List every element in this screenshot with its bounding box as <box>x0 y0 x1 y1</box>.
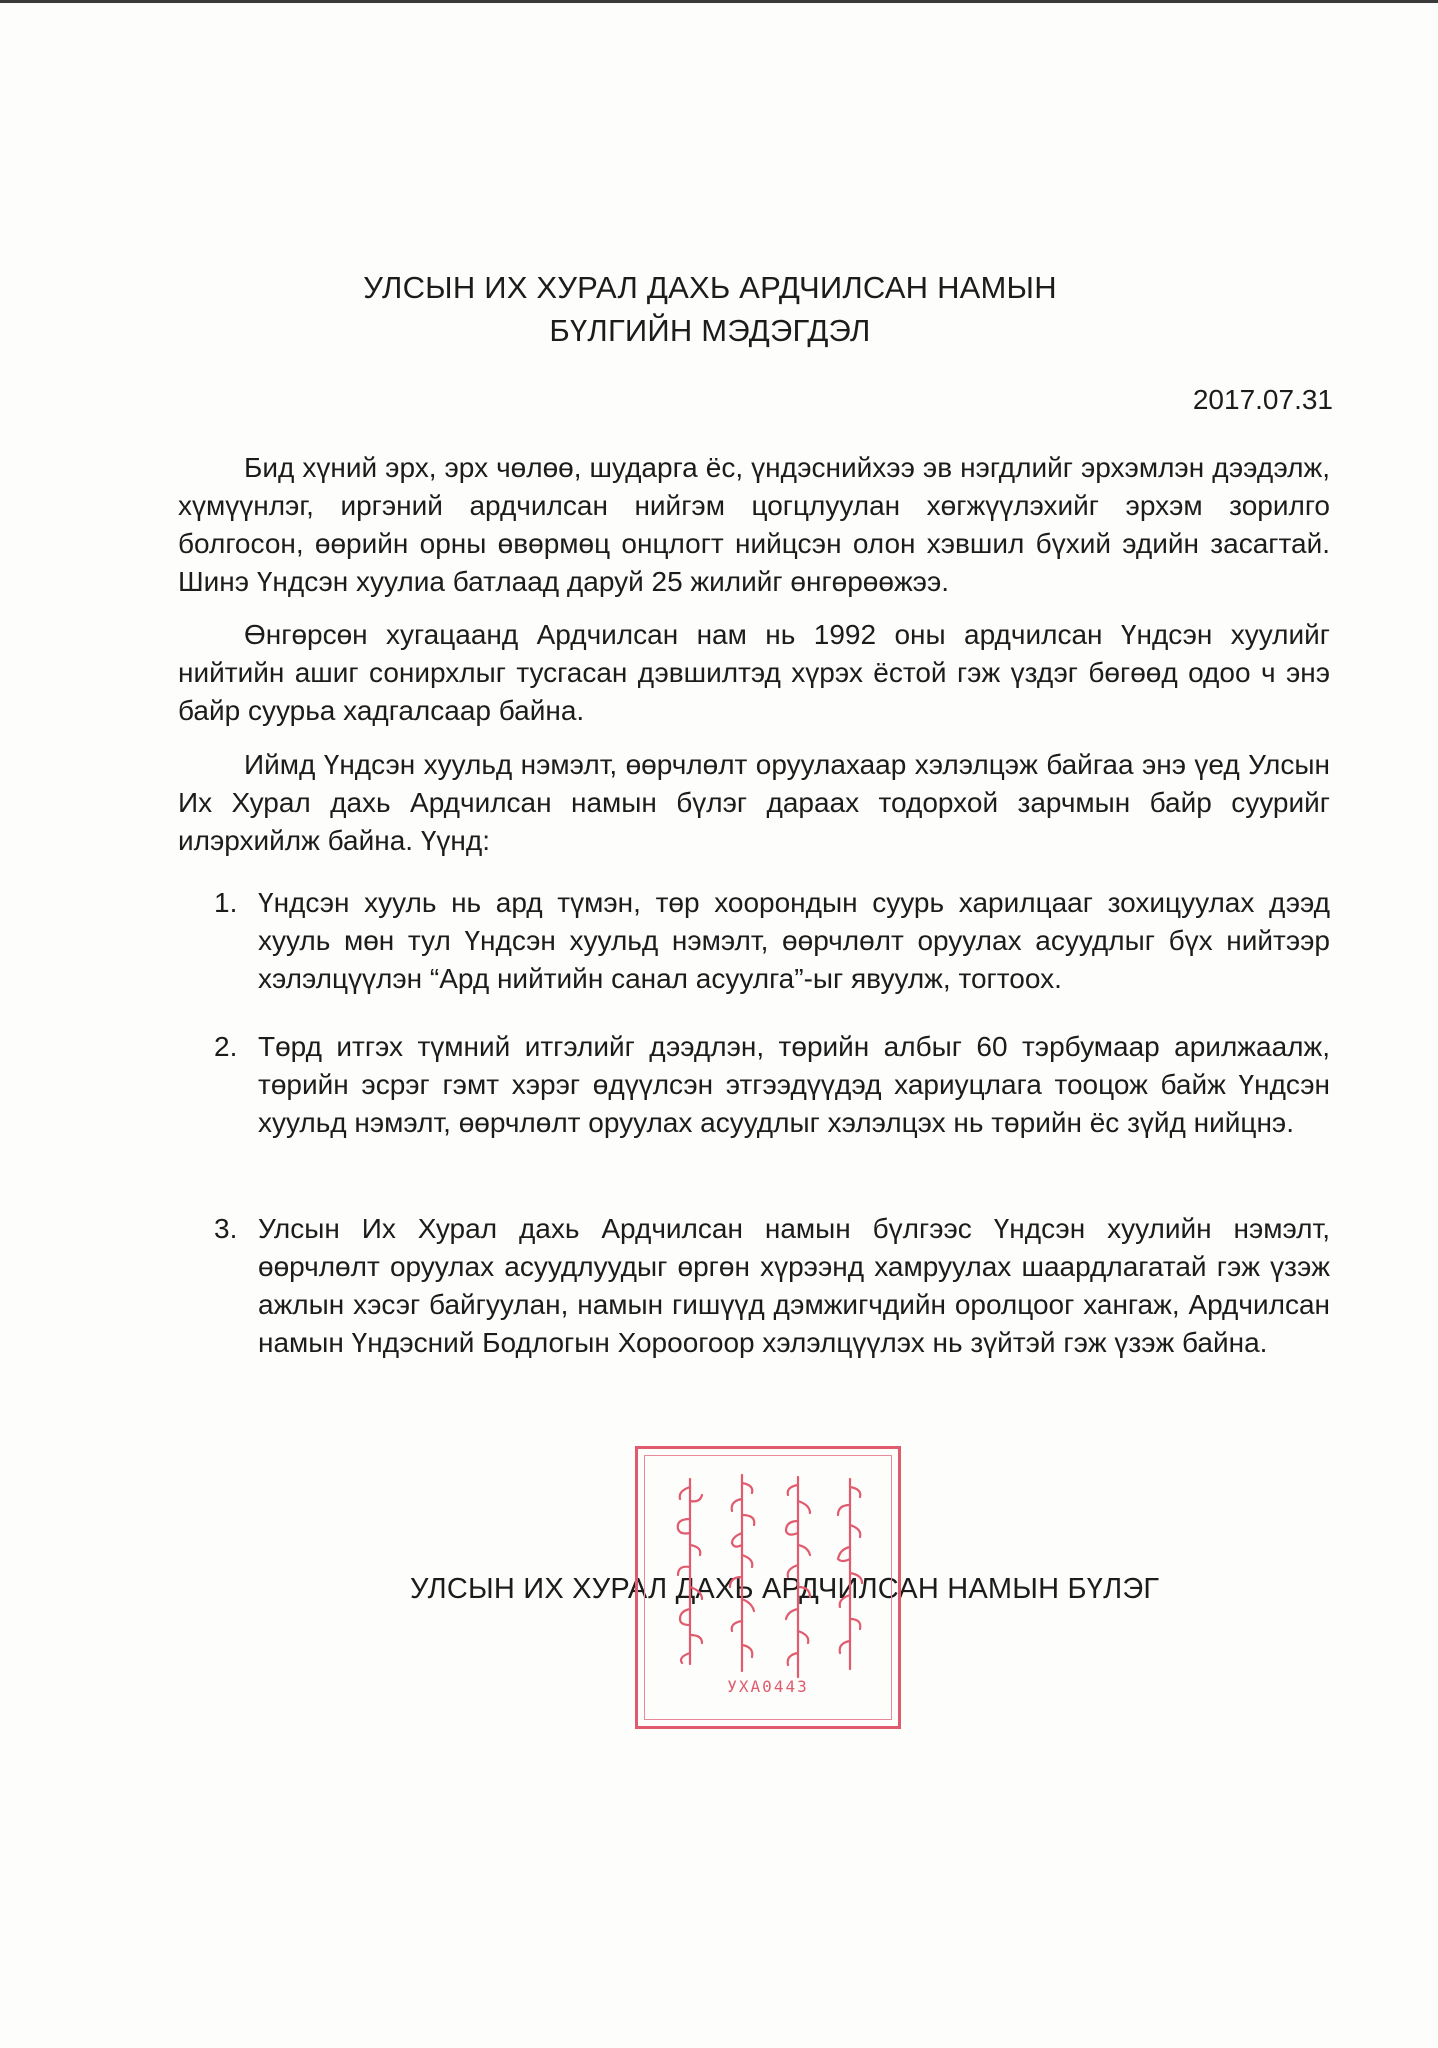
title-line-1: УЛСЫН ИХ ХУРАЛ ДАХЬ АРДЧИЛСАН НАМЫН <box>363 270 1057 305</box>
list-item-number: 3. <box>214 1213 238 1244</box>
signature-line: УЛСЫН ИХ ХУРАЛ ДАХЬ АРДЧИЛСАН НАМЫН БҮЛЭГ <box>410 1573 1160 1605</box>
list-item-text: Улсын Их Хурал дахь Ардчилсан намын бүлгээс Үндсэн хуулийн нэмэлт, өөрчлөлт оруулах асуудлуудыг өргөн хүрээнд хамруулах шаардлагатай гэж үзэж ажлын хэсэг байгуулан, намын гишүүд дэмжигчдийн оролцоог хангаж, Ардчилсан намын Үндэсний Бодлогын Хороогоор хэлэлцүүлэх нь зүйтэй гэж үзэж байна. <box>258 1213 1330 1358</box>
official-seal <box>635 1446 901 1729</box>
paragraph-3: Иймд Үндсэн хуульд нэмэлт, өөрчлөлт оруулахаар хэлэлцэж байгаа энэ үед Улсын Их Хурал дахь Ардчилсан намын бүлэг дараах тодорхой зарчмын байр суурийг илэрхийлж байна. Үүнд: <box>178 749 1330 856</box>
document-title <box>300 266 1120 352</box>
list-item-text: Төрд итгэх түмний итгэлийг дээдлэн, төрийн албыг 60 тэрбумаар арилжаалж, төрийн эсрэг гэмт хэрэг өдүүлсэн этгээдүүдэд хариуцлага тооцож байж Үндсэн хуульд нэмэлт, өөрчлөлт оруулах асуудлыг хэлэлцэх нь төрийн ёс зүйд нийцнэ. <box>258 1031 1330 1138</box>
document-date: 2017.07.31 <box>1192 384 1333 415</box>
list-item-text: Үндсэн хууль нь ард түмэн, төр хоорондын суурь харилцааг зохицуулах дээд хууль мөн тул Үндсэн хуульд нэмэлт, өөрчлөлт оруулах асуудлыг бүх нийтээр хэлэлцүүлэн “Ард нийтийн санал асуулга”-ыг явуулж, тогтоох. <box>258 887 1330 994</box>
paragraph-2: Өнгөрсөн хугацаанд Ардчилсан нам нь 1992 оны ардчилсан Үндсэн хуулийг нийтийн ашиг сонирхлыг тусгасан дэвшилтэд хүрэх ёстой гэж үздэг бөгөөд одоо ч энэ байр суурьа хадгалсаар байна. <box>178 619 1330 726</box>
list-item-number: 1. <box>214 887 238 918</box>
paragraph-1: Бид хүний эрх, эрх чөлөө, шударга ёс, үндэснийхээ эв нэгдлийг эрхэмлэн дээдэлж, хүмүүнлэг, иргэний ардчилсан нийгэм цогцлуулан хөгжүүлэхийг эрхэм зорилго болгосон, өөрийн орны өвөрмөц онцлогт нийцсэн олон хэвшил бүхий эдийн засагтай. Шинэ Үндсэн хуулиа батлаад даруй 25 жилийг өнгөрөөжээ. <box>178 452 1330 597</box>
list-item-number: 2. <box>214 1031 238 1062</box>
title-line-2: БҮЛГИЙН МЭДЭГДЭЛ <box>549 313 871 348</box>
seal-code: УХА0443 <box>727 1677 809 1696</box>
